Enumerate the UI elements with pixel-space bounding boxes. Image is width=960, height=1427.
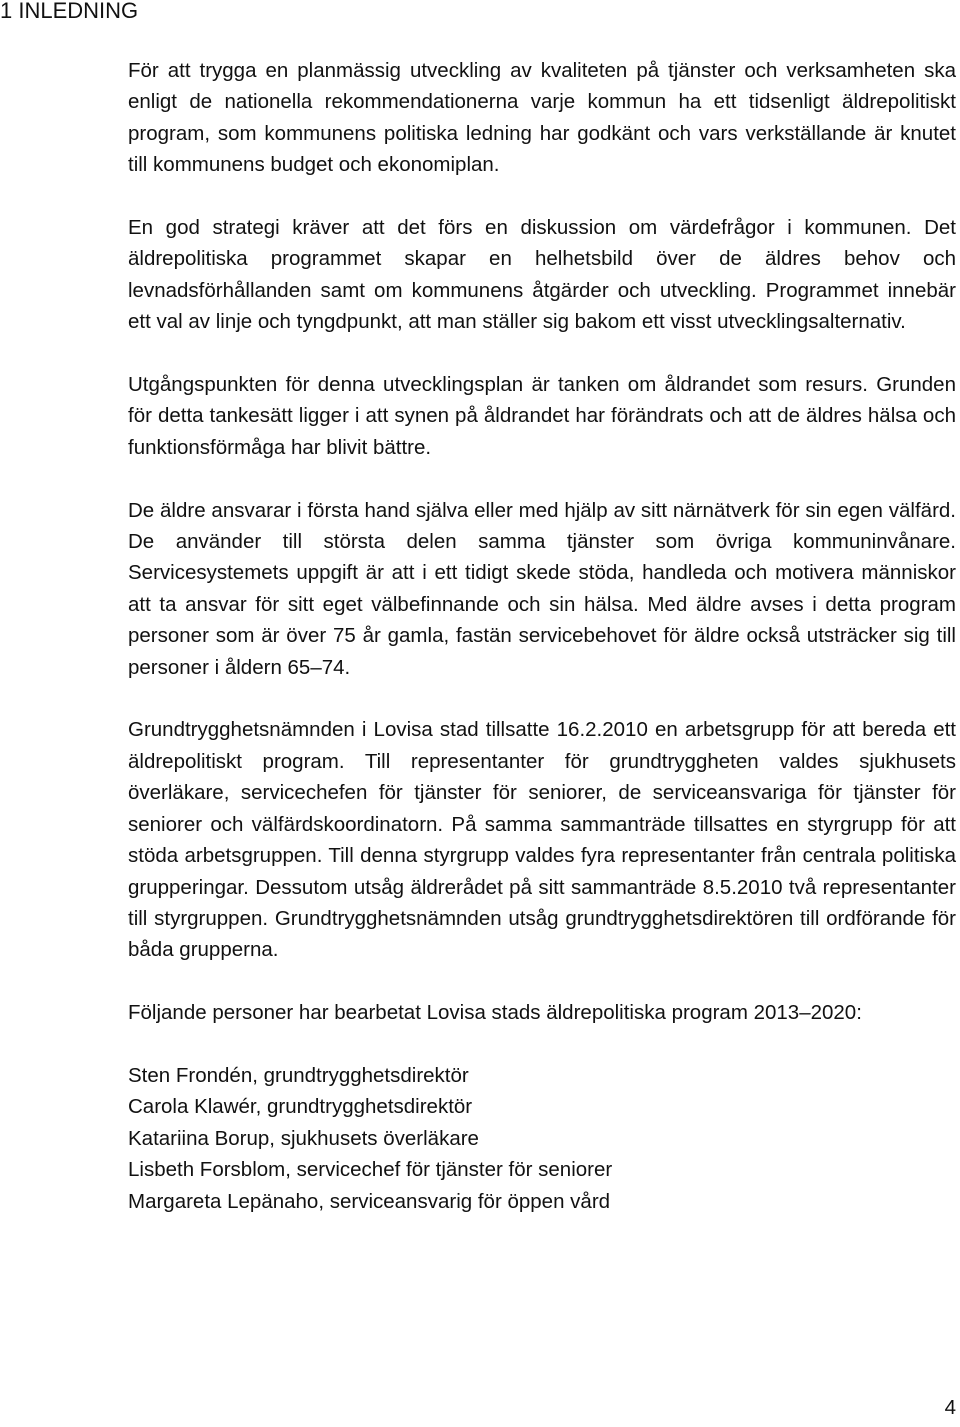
paragraph-strategy: En god strategi kräver att det förs en diskussion om värdefrågor i kommunen. Det äldrepolitiska programmet skapar en helhetsbild över de äldres behov och levnadsförhållanden samt om kommunens åtgärder och utveckling. Programmet innebär ett val av linje och tyngdpunkt, att man ställer sig bakom ett visst utvecklingsalternativ. bbox=[128, 216, 956, 334]
list-item: Margareta Lepänaho, serviceansvarig för öppen vård bbox=[128, 1189, 611, 1213]
list-item: Carola Klawér, grundtrygghetsdirektör bbox=[128, 1095, 473, 1119]
page-number: 4 bbox=[944, 1396, 956, 1419]
paragraph-starting-point: Utgångspunkten för denna utvecklingsplan är tanken om åldrandet som resurs. Grunden för detta tankesätt ligger i att synen på åldrandet har förändrats och att de äldres hälsa och funktionsförmåga har blivit bättre. bbox=[128, 373, 956, 459]
paragraph-elderly-responsibility: De äldre ansvarar i första hand själva eller med hjälp av sitt närnätverk för sin egen välfärd. De använder till största delen samma tjänster som övriga kommuninvånare. Servicesystemets uppgift är att i ett tidigt skede stöda, handleda och motivera människor att ta ansvar för sitt eget välbefinnande och sin hälsa. Med äldre avses i detta program personer som är över 75 år gamla, fastän servicebehovet för äldre också utsträcker sig till personer i åldern 65–74. bbox=[128, 498, 956, 679]
paragraph-working-group: Grundtrygghetsnämnden i Lovisa stad tillsatte 16.2.2010 en arbetsgrupp för att bereda ett äldrepolitiskt program. Till representanter för grundtryggheten valdes sjukhusets överläkare, servicechefen för tjänster för seniorer, de serviceansvariga för tjänster för seniorer och välfärdskoordinatorn. På samma sammanträde tillsattes en styrgrupp för att stöda arbetsgruppen. Till denna styrgrupp valdes fyra representanter från centrala politiska grupperingar. Dessutom utsåg äldrerådet på sitt sammanträde 8.5.2010 två representanter till styrgruppen. Grundtrygghetsnämnden utsåg grundtrygghetsdirektören till ordförande för båda grupperna. bbox=[128, 718, 956, 962]
section-heading: 1 INLEDNING bbox=[0, 0, 139, 23]
document-body bbox=[128, 55, 956, 1217]
contributors-list bbox=[128, 1060, 956, 1217]
paragraph-contributors-intro: Följande personer har bearbetat Lovisa stads äldrepolitiska program 2013–2020: bbox=[128, 1001, 862, 1025]
list-item: Lisbeth Forsblom, servicechef för tjänster för seniorer bbox=[128, 1158, 613, 1182]
list-item: Katariina Borup, sjukhusets överläkare bbox=[128, 1126, 479, 1150]
paragraph-intro: För att trygga en planmässig utveckling av kvaliteten på tjänster och verksamheten ska enligt de nationella rekommendationerna varje kommun ha ett tidsenligt äldrepolitiskt program, som kommunens politiska ledning har godkänt och vars verkställande är knutet till kommunens budget och ekonomiplan. bbox=[128, 59, 956, 177]
list-item: Sten Frondén, grundtrygghetsdirektör bbox=[128, 1063, 469, 1087]
